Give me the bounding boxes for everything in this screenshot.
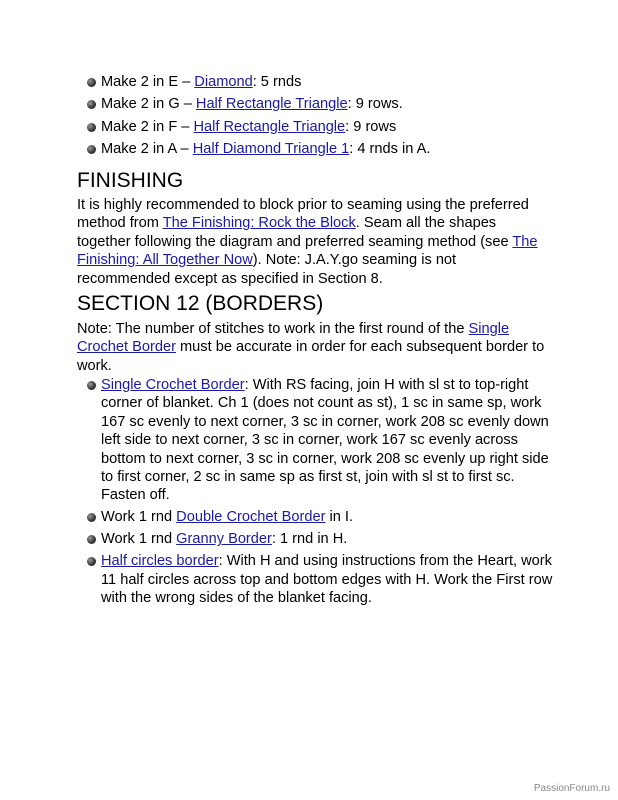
link-granny-border[interactable]: Granny Border [176, 531, 272, 548]
shape-list [87, 72, 587, 161]
link-all-together-now[interactable]: The Finishing: All Together Now [77, 233, 538, 269]
heading-finishing: FINISHING [77, 169, 184, 192]
list-item-prefix: Work 1 rnd [101, 531, 177, 548]
link-single-crochet-border[interactable]: Single Crochet Border [77, 321, 510, 356]
list-item-prefix: Make 2 in G – [101, 96, 196, 113]
bullet-icon [87, 145, 96, 154]
list-item-suffix: : With RS facing, join H with sl st to top-right corner of blanket. Ch 1 (does not count as st), 1 sc in same sp, work 167 sc evenly to next corner, 3 sc in corner, work 208 sc evenly down left side to next corner, 3 sc in corner, work 167 sc evenly across bottom to next corner, 3 sc in corner, work 208 sc evenly up right side to first corner, 2 sc in same sp as first st, join with sl st to first sc. Fasten off. [101, 377, 549, 504]
list-item-suffix: in I. [325, 509, 354, 526]
list-item [87, 508, 557, 526]
link-diamond[interactable]: Diamond [194, 74, 253, 90]
list-item [87, 530, 557, 548]
list-item-suffix: : 9 rows. [347, 96, 403, 113]
heading-section-12: SECTION 12 (BORDERS) [77, 292, 324, 315]
list-item-suffix: : 9 rows [345, 118, 397, 135]
bullet-icon [87, 78, 96, 87]
bullet-icon [87, 535, 96, 544]
paragraph-text: It is highly recommended to block prior to seaming using the preferred method from [77, 197, 529, 232]
note-paragraph [77, 320, 547, 375]
list-item [87, 376, 557, 505]
list-item [87, 72, 587, 93]
bullet-icon [87, 513, 96, 522]
link-half-circles-border[interactable]: Half circles border [101, 553, 219, 570]
list-item-suffix: : 4 rnds in A. [349, 140, 431, 157]
link-half-rectangle-triangle[interactable]: Half Rectangle Triangle [195, 96, 348, 113]
bullet-icon [87, 123, 96, 132]
paragraph-text: must be accurate in order for each subsequent border to work. [77, 339, 545, 374]
border-list [87, 376, 557, 611]
list-item-prefix: Make 2 in E – [101, 74, 195, 90]
paragraph-text: Note: The number of stitches to work in the first round of the [77, 321, 469, 337]
link-single-crochet-border[interactable]: Single Crochet Border [101, 377, 245, 393]
list-item [87, 139, 587, 160]
paragraph-text: ). Note: J.A.Y.go seaming is not recommended except as specified in Section 8. [77, 252, 457, 287]
link-half-diamond-triangle-1[interactable]: Half Diamond Triangle 1 [192, 140, 350, 157]
list-item-prefix: Work 1 rnd [101, 509, 177, 526]
list-item [87, 94, 587, 115]
finishing-paragraph [77, 196, 547, 288]
link-half-rectangle-triangle[interactable]: Half Rectangle Triangle [193, 118, 346, 135]
paragraph-text: . Seam all the shapes together following the diagram and preferred seaming method (see [77, 215, 513, 250]
link-double-crochet-border[interactable]: Double Crochet Border [176, 509, 326, 526]
list-item-suffix: : 1 rnd in H. [271, 531, 348, 548]
list-item [87, 117, 587, 138]
bullet-icon [87, 557, 96, 566]
list-item-prefix: Make 2 in A – [101, 140, 193, 157]
bullet-icon [87, 100, 96, 109]
list-item-suffix: : With H and using instructions from the Heart, work 11 half circles across top and bottom edges with H. Work the First row with the wrong sides of the blanket facing. [101, 553, 553, 606]
link-rock-the-block[interactable]: The Finishing: Rock the Block [162, 215, 356, 232]
list-item-suffix: : 5 rnds [252, 74, 302, 90]
list-item [87, 552, 557, 607]
list-item-prefix: Make 2 in F – [101, 118, 194, 135]
bullet-icon [87, 381, 96, 390]
watermark: PassionForum.ru [533, 783, 610, 794]
